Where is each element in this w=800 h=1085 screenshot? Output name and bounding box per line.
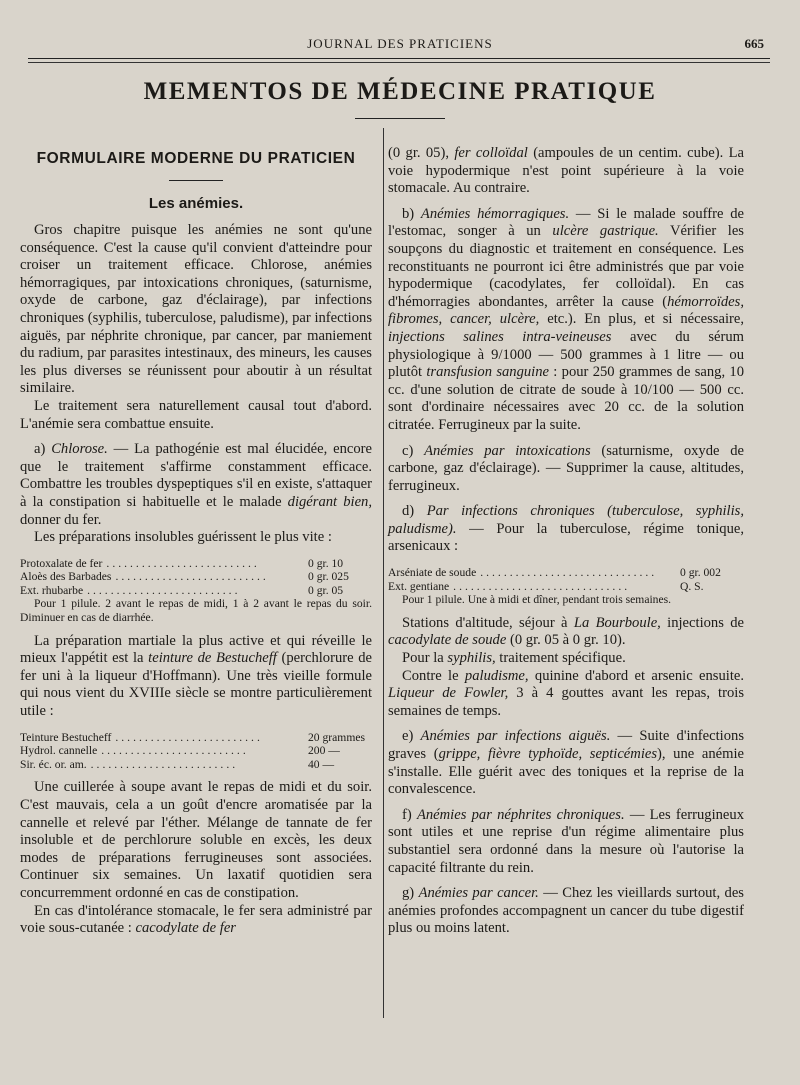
paragraph-dosage: Une cuillerée à soupe avant le repas de midi et du soir. C'est mauvais, cela a un goût d'encre aromatisée par la cannelle et relevé par l'éther. Mélange de tannate de fer insoluble et de perchlorure soluble en excès, les deux modes de préparations ferrugineuses sont associées. Continuer six semaines. Un laxatif quotidien sera concurremment ordonné en cas de constipation. [20,779,372,901]
paragraph-continuation: (0 gr. 05), fer colloïdal (ampoules de un centim. cube). La voie hypodermique n'est point supérieure à la voie stomacale. Au contraire. [388,145,744,197]
page-number: 665 [744,36,764,51]
paragraph-altitude: Stations d'altitude, séjour à La Bourboule, injections de cacodylate de soude (0 gr. 05 à 0 gr. 10). [388,614,744,649]
section-rule [169,180,223,181]
header-rule-thin [28,62,770,63]
prescription-line: Hydrol. cannelle ......................... 200 — [20,744,340,758]
article-subtitle: Les anémies. [148,195,244,212]
paragraph-intolerance: En cas d'intolérance stomacale, le fer sera administré par voie sous-cutanée : cacodylate de fer [20,902,372,937]
running-header [0,34,800,58]
paragraph-cancer: g) Anémies par cancer. — Chez les vieillards surtout, des anémies profondes accompagnent un cancer du tube digestif plus ou moins latent. [388,885,744,937]
paragraph-bestucheff: La préparation martiale la plus active et qui réveille le mieux l'appétit est la teinture de Bestucheff (perchlorure de fer uni à la liqueur d'Hoffmann). Une très vieille formule qui nous vient du XVIIIe siècle se montre particulièrement utile : [20,632,372,720]
paragraph-treatment: Le traitement sera naturellement causal tout d'abord. L'anémie sera combattue ensuite. [20,397,372,432]
paragraph-syphilis: Pour la syphilis, traitement spécifique. [402,650,626,667]
prescription-note: Pour 1 pilule. Une à midi et dîner, pendant trois semaines. [402,593,672,607]
title-rule [355,118,445,119]
paragraph-nephrites: f) Anémies par néphrites chroniques. — Les ferrugineux sont utiles et une reprise d'un régime alimentaire plus substantiel sera ordonné dans la mesure où l'autorise la capacité filtrante du rein. [388,806,745,876]
prescription-line: Aloès des Barbades .......................... 0 gr. 025 [20,570,349,584]
right-column [388,145,744,938]
prescription-line: Ext. gentiane .............................. Q. S. [388,579,704,593]
column-divider [383,128,384,1018]
prescription-line: Ext. rhubarbe .......................... 0 gr. 05 [20,583,344,597]
paragraph-intro: Gros chapitre puisque les anémies ne sont qu'une conséquence. C'est la cause qu'il convient d'atteindre pour croiser un traitement efficace. Chlorose, anémies hémorragiques, par intoxications chroniques, (saturnisme, oxyde de carbone, gaz d'éclairage), par infections chroniques (syphilis, tuberculose, paludisme), par infections aiguës, par néphrite chronique, par cancer, par maniement du radium, par parasites intestinaux, des mineurs, les causes les plus diverses se réunissent pour aboutir à un résultat similaire. [20,222,372,397]
prescription-line: Teinture Bestucheff ......................... 20 grammes [20,730,365,744]
paragraph-infections-aigues: e) Anémies par infections aiguës. — Suite d'infections graves (grippe, fièvre typhoïde, septicémies), une anémie s'installe. Elle guérit avec des toniques et la reprise de la convalescence. [388,728,745,798]
page-title: MEMENTOS DE MÉDECINE PRATIQUE [143,78,657,105]
prescription-line: Sir. éc. or. am. ......................... 40 — [20,757,335,771]
prescription-line: Arséniate de soude .............................. 0 gr. 002 [388,566,721,580]
header-rule [28,58,770,59]
left-column [20,148,372,938]
paragraph-insolubles: Les préparations insolubles guérissent le plus vite : [34,529,332,546]
prescription-tincture [20,731,372,772]
journal-title: JOURNAL DES PRATICIENS [307,36,493,51]
section-title: FORMULAIRE MODERNE DU PRATICIEN [36,150,356,167]
prescription-line: Protoxalate de fer .......................... 0 gr. 10 [20,556,344,570]
paragraph-intoxications: c) Anémies par intoxications (saturnisme, oxyde de carbone, gaz d'éclairage). — Supprimer la cause, altitudes, ferrugineux. [388,442,744,494]
paragraph-infections-chroniques: d) Par infections chroniques (tuberculose, syphilis, paludisme). — Pour la tuberculose, régime tonique, arsenicaux : [388,503,744,555]
paragraph-chlorose: a) Chlorose. — La pathogénie est mal élucidée, encore que le traitement s'affirme constamment efficace. Combattre les troubles dyspeptiques s'il en existe, s'attaquer à la constipation si habituelle et le malade digérant bien, donner du fer. [20,441,372,528]
prescription-pills [20,557,372,625]
prescription-arsenic [388,566,744,607]
prescription-note: Pour 1 pilule. 2 avant le repas de midi, 1 à 2 avant le repas du soir. Diminuer en cas de diarrhée. [20,597,372,625]
paragraph-hemorragiques: b) Anémies hémorragiques. — Si le malade souffre de l'estomac, songer à un ulcère gastrique. Vérifier les soupçons du diagnostic et traitement en conséquence. Les reconstituants ne pourront ici être administrés que par voie hypodermique (cacodylates, fer colloïdal). En cas d'hémorragies abondantes, arrêter la cause (hémorroïdes, fibromes, cancer, ulcère, etc.). En plus, et si nécessaire, injections salines intra-veineuses avec du sérum physiologique à 9/1000 — 500 grammes à 1 litre — ou plutôt transfusion sanguine : pour 250 grammes de sang, 10 cc. d'une solution de citrate de soude à 10/100 — 500 cc. sont d'ordinaire nécessaires avec 20 cc. de la solution citratée. Ferrugineux par la suite. [388,205,744,433]
paragraph-paludisme: Contre le paludisme, quinine d'abord et arsenic ensuite. Liqueur de Fowler, 3 à 4 gouttes avant les repas, trois semaines de temps. [388,667,744,719]
